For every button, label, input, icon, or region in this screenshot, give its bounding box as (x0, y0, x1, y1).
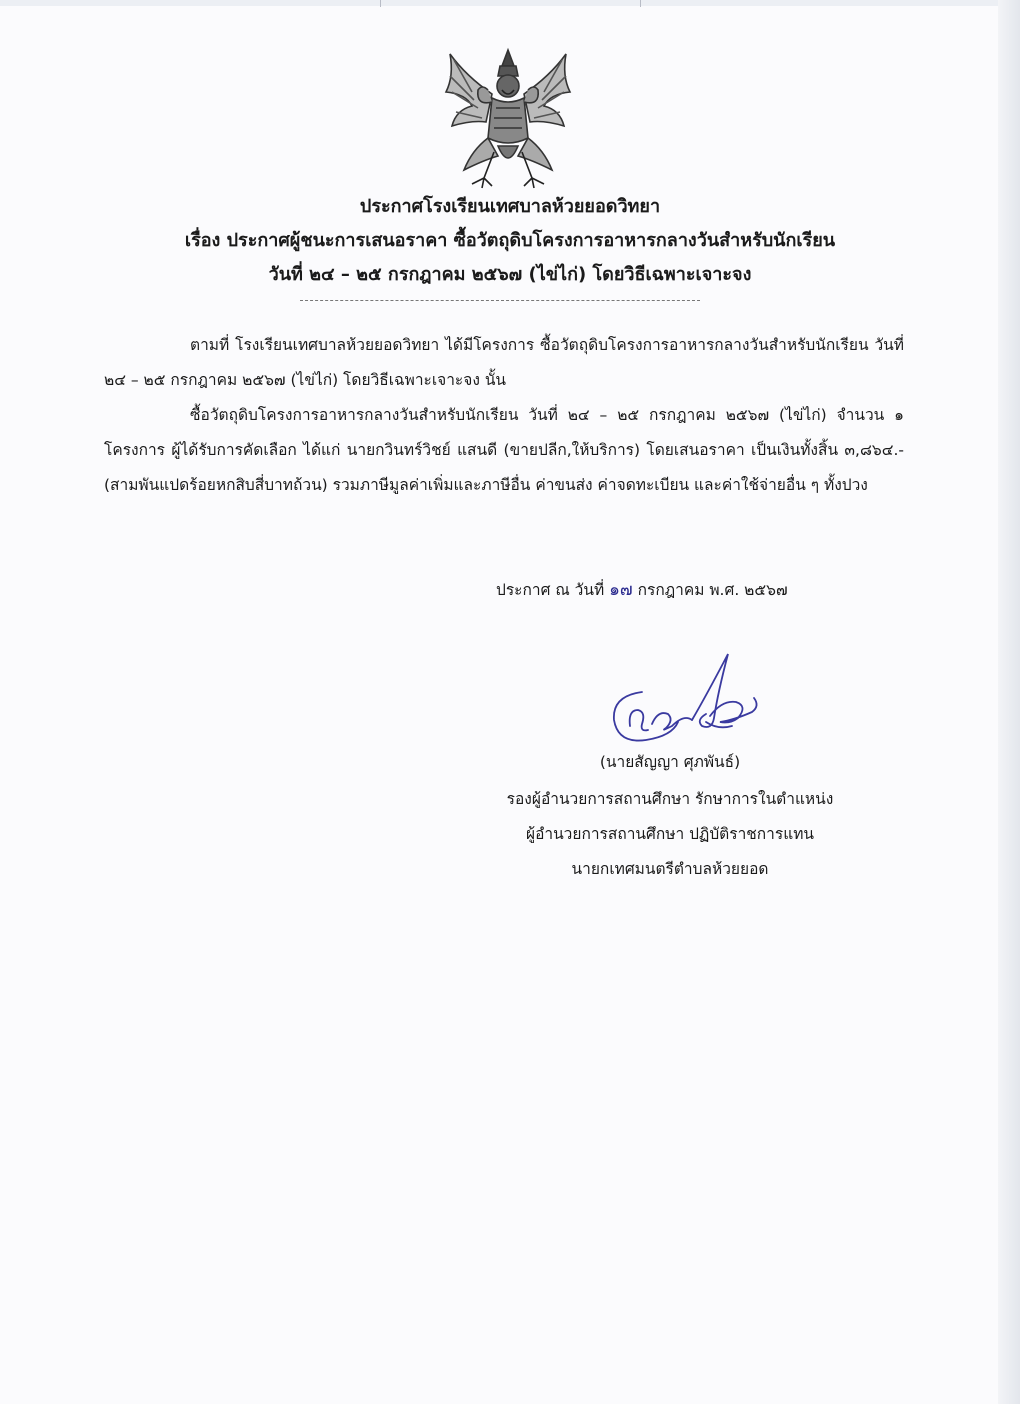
dashed-divider (300, 300, 700, 301)
scan-mark (640, 0, 641, 7)
signatory-position-2: ผู้อำนวยการสถานศึกษา ปฏิบัติราชการแทน (525, 825, 815, 843)
signatory-position-1: รองผู้อำนวยการสถานศึกษา รักษาการในตำแหน่ง (506, 790, 834, 808)
announcement-date (496, 574, 788, 606)
announcement-prefix: ประกาศ ณ วันที่ (496, 581, 610, 599)
signatory-name: (นายสัญญา ศุภพันธ์) (599, 753, 741, 771)
announcement-suffix: กรกฎาคม พ.ศ. ๒๕๖๗ (632, 581, 788, 599)
scan-edge-top (0, 0, 1020, 6)
scan-mark (380, 0, 381, 7)
announcement-day: ๑๗ (609, 580, 633, 600)
document-title: ประกาศโรงเรียนเทศบาลห้วยยอดวิทยา (359, 196, 661, 217)
handwritten-signature (602, 640, 772, 752)
paragraph-award: ซื้อวัตถุดิบโครงการอาหารกลางวันสำหรับนักเรียน วันที่ ๒๔ – ๒๕ กรกฎาคม ๒๕๖๗ (ไข่ไก่) จำนวน ๑ โครงการ ผู้ได้รับการคัดเลือก ได้แก่ นายกวินทร์วิชย์ แสนดี (ขายปลีก,ให้บริการ) โดยเสนอราคา เป็นเงินทั้งสิ้น ๓,๘๖๔.- (สามพันแปดร้อยหกสิบสี่บาทถ้วน) รวมภาษีมูลค่าเพิ่มและภาษีอื่น ค่าขนส่ง ค่าจดทะเบียน และค่าใช้จ่ายอื่น ๆ ทั้งปวง (104, 406, 904, 494)
signatory-position-3: นายกเทศมนตรีตำบลห้วยยอด (571, 860, 769, 878)
scan-edge-right (998, 0, 1020, 1404)
document-date-line: วันที่ ๒๔ – ๒๕ กรกฎาคม ๒๕๖๗ (ไข่ไก่) โดยวิธีเฉพาะเจาะจง (268, 264, 752, 285)
paragraph-intro: ตามที่ โรงเรียนเทศบาลห้วยยอดวิทยา ได้มีโครงการ ซื้อวัตถุดิบโครงการอาหารกลางวันสำหรับนักเรียน วันที่ ๒๔ – ๒๕ กรกฎาคม ๒๕๖๗ (ไข่ไก่) โดยวิธีเฉพาะเจาะจง นั้น (104, 336, 904, 389)
garuda-emblem-icon (432, 46, 584, 194)
document-subject: เรื่อง ประกาศผู้ชนะการเสนอราคา ซื้อวัตถุดิบโครงการอาหารกลางวันสำหรับนักเรียน (184, 230, 836, 251)
